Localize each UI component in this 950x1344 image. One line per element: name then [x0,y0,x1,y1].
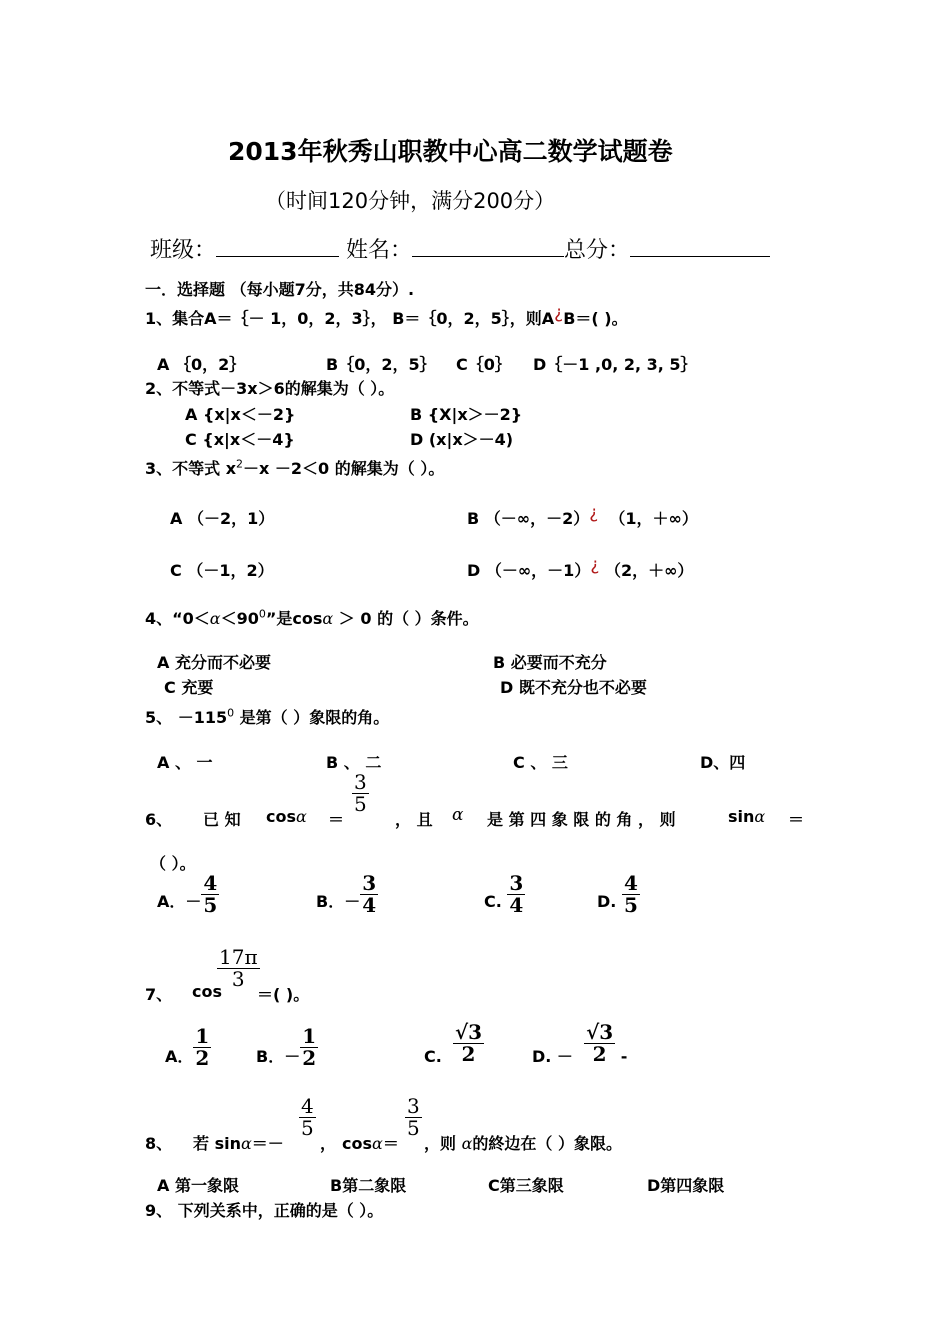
fraction-numerator: 3 [509,871,524,895]
exponent: 2 [236,457,244,471]
q4-option-d: D 既不充分也不必要 [500,678,647,697]
question-3-stem [145,456,444,479]
question-2-stem: 2、不等式－3x＞6的解集为（ ）。 [145,379,395,398]
fraction-denominator: 3 [231,967,245,991]
q3-option-b-part: B （－∞，－2） [467,509,590,528]
q7-cos: cos [192,982,222,1001]
q3-option-b [467,503,698,529]
q7-fraction [217,947,260,990]
q1-stem-part: 1、集合A＝｛－ 1，0，2，3｝， B＝｛0，2，5｝，则A [145,309,555,328]
q8-sin [193,1131,284,1154]
alpha-symbol: α [240,1134,252,1153]
q5-stem-part: 5、 －115 [145,708,228,727]
q7-option-d [532,1022,627,1065]
unknown-symbol-icon: ¿ [590,555,600,575]
q6-option-b [316,873,378,916]
q8-then-text: ，则 [424,1134,462,1153]
q1-option-a: A ｛0，2｝ [157,355,246,374]
option-label: B．－ [256,1047,301,1066]
q3-stem-part: 3、不等式 x [145,459,237,478]
option-label: A． [165,1047,194,1066]
q1-option-d: D｛－1 ,0, 2, 3, 5｝ [533,355,697,374]
q8-option-a: A 第一象限 [157,1176,239,1195]
fraction-numerator: 3 [362,871,377,895]
option-label: D. － [532,1047,573,1066]
alpha-symbol: α [754,807,766,826]
q2-option-a: A {x|x＜－2} [185,405,296,424]
q6-fraction [352,772,369,815]
fraction-denominator: 2 [461,1042,476,1066]
q8-number: 8、 [145,1134,173,1153]
q3-stem-part: －x －2＜0 的解集为（ ）。 [243,459,445,478]
fraction-denominator: 2 [592,1042,607,1066]
q4-option-b: B 必要而不充分 [493,653,607,672]
equals-sign: ＝ [382,1134,399,1153]
alpha-symbol: α [209,609,221,628]
q6-word: ， 且 [395,810,433,829]
fraction-denominator: 2 [195,1046,210,1070]
q5-option-b: B 、 二 [326,753,382,772]
fraction-denominator: 5 [354,792,367,816]
q4-option-c: C 充要 [164,678,214,697]
q1-option-b: B｛0，2，5｝ [326,355,436,374]
q5-option-c: C 、 三 [513,753,568,772]
question-1-stem [145,303,628,329]
page-title: 2013年秋秀山职教中心高二数学试题卷 [228,137,673,166]
q5-option-d: D、四 [700,753,746,772]
name-label: 姓名： [346,238,413,263]
fraction-numerator: 4 [301,1094,314,1118]
fraction-denominator: 5 [407,1116,420,1140]
q3-option-d [467,555,694,581]
q6-word: 是 第 四 象 限 的 角 ， 则 [487,810,676,829]
degree-exponent: 0 [227,706,235,720]
fraction-numerator: 4 [623,871,638,895]
option-label: D. [597,892,617,911]
q8-option-c: C第三象限 [488,1176,564,1195]
q5-stem-part: 是第（ ）象限的角。 [234,708,390,727]
fraction-denominator: 5 [623,893,638,917]
fraction-denominator: 4 [509,893,524,917]
q5-option-a: A 、 一 [157,753,213,772]
fraction-numerator: √3 [586,1020,614,1044]
student-info-line [150,233,770,264]
q3-option-b-part: （1，＋∞） [609,509,698,528]
q6-equals: ＝ [788,810,805,829]
fraction-numerator: 1 [302,1024,317,1048]
q8-tail [424,1131,622,1154]
fraction-numerator: 1 [195,1024,210,1048]
sin-text: sin [728,807,755,826]
fraction-numerator: 3 [407,1094,420,1118]
fraction-numerator: 4 [203,871,218,895]
q6-number: 6、 [145,810,173,829]
q6-sin [728,807,765,826]
name-blank [412,238,564,257]
q7-tail: ＝( )。 [257,985,310,1004]
q8-stem-part: 的終边在（ ）象限。 [472,1134,622,1153]
q6-option-c [484,873,525,916]
alpha-symbol: α [322,609,334,628]
page-subtitle: （时间120分钟，满分200分） [265,189,556,213]
option-label: C. [484,892,502,911]
q4-stem-part: 4、“0＜ [145,609,210,628]
q6-option-a [157,873,219,916]
question-5-stem [145,705,389,728]
q7-option-c [424,1022,484,1065]
q2-option-d: D (x|x＞－4) [410,430,514,449]
q3-option-d-part: D （－∞，－1） [467,561,591,580]
q4-option-a: A 充分而不必要 [157,653,271,672]
unknown-symbol-icon: ¿ [554,303,564,323]
fraction-numerator: 17π [219,945,258,969]
q8-cos [342,1131,399,1154]
q7-option-b [256,1026,318,1069]
q6-equals: ＝ [328,810,345,829]
q8-option-d: D第四象限 [647,1176,725,1195]
q3-option-c: C （－1，2） [170,561,274,580]
option-label: A．－ [157,892,202,911]
q6-word: 已 知 [203,810,241,829]
q1-stem-part: B＝( )。 [563,309,628,328]
alpha-symbol: α [452,805,464,825]
alpha-symbol: α [372,1134,383,1153]
q2-option-c: C {x|x＜－4} [185,430,295,449]
q3-option-d-part: （2，＋∞） [604,561,694,580]
fraction-denominator: 5 [301,1116,314,1140]
section-heading: 一．选择题 （每小题7分，共84分）. [145,280,415,299]
q8-option-b: B第二象限 [330,1176,407,1195]
q3-option-a: A （－2，1） [170,509,275,528]
q4-stem-part: ＞ 0 的（ ）条件。 [333,609,479,628]
q6-option-d [597,873,640,916]
degree-exponent: 0 [258,607,266,621]
alpha-symbol: α [296,807,307,826]
q2-option-b: B {X|x＞－2} [410,405,523,424]
score-label: 总分： [564,238,631,263]
option-label: B．－ [316,892,361,911]
fraction-denominator: 2 [302,1046,317,1070]
q8-fraction-1 [299,1096,316,1139]
q1-option-c: C｛0｝ [456,355,511,374]
fraction-numerator: 3 [354,770,367,794]
cos-text: cos [342,1134,372,1153]
q4-stem-part: ”是cos [265,609,323,628]
q7-number: 7、 [145,985,173,1004]
q6-answer-paren: （ ）。 [150,854,196,873]
alpha-symbol: α [461,1134,473,1153]
q8-comma: ， [320,1134,337,1153]
question-9-stem: 9、 下列关系中，正确的是（ ）。 [145,1201,384,1220]
cos-text: cos [266,807,296,826]
option-label: C. [424,1047,442,1066]
q8-fraction-2 [405,1096,422,1139]
q7-option-a [165,1026,211,1069]
sin-text: 若 sin [193,1134,241,1153]
equals-minus: ＝－ [251,1134,284,1153]
score-blank [630,238,770,257]
fraction-denominator: 5 [203,893,218,917]
unknown-symbol-icon: ¿ [589,503,599,523]
option-tail: - [620,1047,628,1066]
q4-stem-part: ＜90 [220,609,259,628]
fraction-denominator: 4 [362,893,377,917]
class-label: 班级： [150,238,217,263]
class-blank [216,238,339,257]
q6-cos [266,807,307,826]
fraction-numerator: √3 [454,1020,483,1044]
question-4-stem [145,606,479,629]
